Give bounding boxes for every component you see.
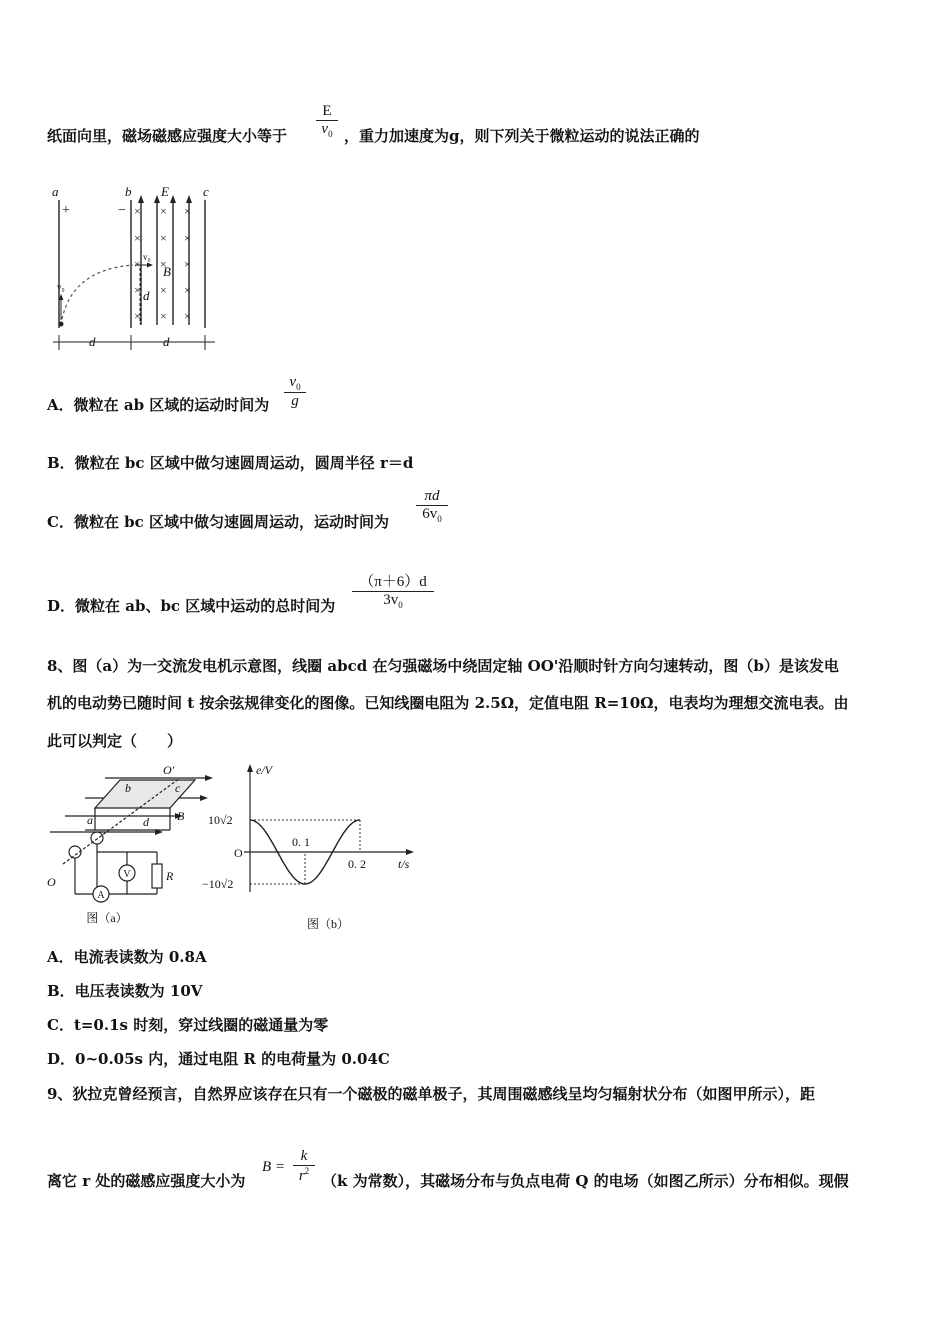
q8-line-1-text: 8、图（a）为一交流发电机示意图，线圈 abcd 在匀强磁场中绕固定轴 OO'沿顺时针方向匀速转动，图（b）是该发电 bbox=[47, 657, 839, 675]
q9-line-2a bbox=[47, 1171, 245, 1191]
frac-num-sub: 0 bbox=[296, 382, 301, 392]
frac-num: k bbox=[300, 1148, 308, 1164]
fig-a-b: b bbox=[125, 781, 131, 795]
q7-option-b bbox=[47, 453, 413, 473]
chart-xtick-1: 0. 1 bbox=[292, 835, 310, 849]
frac-den-sub: 0 bbox=[328, 129, 333, 139]
q7-option-a-fraction bbox=[284, 374, 306, 410]
fig1-label-v0b: v₀ bbox=[143, 252, 151, 262]
q8-option-b-text: B．电压表读数为 10V bbox=[47, 982, 203, 1000]
cross: × bbox=[160, 309, 167, 323]
fig-a-O-top: O′ bbox=[163, 763, 175, 777]
chart-xlabel: t/s bbox=[398, 857, 410, 871]
chart-ylabel: e/V bbox=[256, 763, 272, 777]
q7-option-c-text: C．微粒在 bc 区域中做匀速圆周运动，运动时间为 bbox=[47, 513, 390, 531]
q9-line-1 bbox=[47, 1084, 815, 1104]
fig-a-d: d bbox=[143, 815, 149, 829]
frac-den: r bbox=[298, 1168, 305, 1184]
cross: × bbox=[184, 204, 191, 218]
q8-option-c-text: C．t=0.1s 时刻，穿过线圈的磁通量为零 bbox=[47, 1016, 329, 1034]
q8-line-2 bbox=[47, 693, 849, 713]
q8-option-d-text: D．0~0.05s 内，通过电阻 R 的电荷量为 0.04C bbox=[47, 1050, 390, 1068]
q9-line-1-text: 9、狄拉克曾经预言，自然界应该存在只有一个磁极的磁单极子，其周围磁感线呈均匀辐射状分布（如图甲所示），距 bbox=[47, 1085, 815, 1103]
chart-ytick-min: −10√2 bbox=[202, 877, 234, 891]
fig1-label-d-left: d bbox=[89, 334, 96, 349]
frac-den: 6v bbox=[422, 506, 438, 522]
fig1-label-minus: − bbox=[118, 203, 126, 218]
frac-den: v bbox=[321, 121, 329, 137]
q9-line-2b bbox=[322, 1171, 849, 1191]
intro-fraction bbox=[316, 103, 338, 139]
figure-1-field-diagram bbox=[45, 180, 225, 360]
fig-a-a: a bbox=[87, 813, 93, 827]
q8-option-b bbox=[47, 981, 202, 1001]
chart-caption: 图（b） bbox=[306, 917, 350, 931]
cross: × bbox=[134, 283, 141, 297]
fig1-label-c: c bbox=[203, 184, 209, 199]
chart-origin: O bbox=[234, 846, 243, 860]
q7-option-d-fraction bbox=[352, 570, 434, 610]
cross: × bbox=[134, 204, 141, 218]
fig-a-c: c bbox=[175, 781, 181, 795]
intro-line bbox=[47, 126, 287, 146]
q9-line-2b-text: （k 为常数），其磁场分布与负点电荷 Q 的电场（如图乙所示）分布相似。现假 bbox=[322, 1172, 849, 1190]
frac-den-sup: 2 bbox=[304, 1166, 310, 1176]
q8-option-d bbox=[47, 1049, 390, 1069]
cross: × bbox=[134, 309, 141, 323]
intro-text: 纸面向里，磁场磁感应强度大小等于 bbox=[47, 127, 288, 145]
cross: × bbox=[160, 257, 167, 271]
q8-figure-a-generator bbox=[45, 760, 220, 940]
fig1-label-E: E bbox=[161, 184, 169, 199]
fig1-label-d-right: d bbox=[163, 334, 170, 349]
cross: × bbox=[184, 257, 191, 271]
frac-num: （π＋6）d bbox=[359, 574, 427, 590]
cross: × bbox=[184, 283, 191, 297]
q9-line-2a-text: 离它 r 处的磁感应强度大小为 bbox=[47, 1172, 246, 1190]
fig-a-B: B bbox=[177, 809, 185, 823]
cross: × bbox=[184, 231, 191, 245]
cross: × bbox=[160, 231, 167, 245]
fig-a-O-bottom: O bbox=[47, 875, 56, 889]
frac-num: πd bbox=[424, 488, 440, 504]
fig1-label-a: a bbox=[52, 184, 59, 199]
frac-den-sub: 0 bbox=[398, 600, 403, 610]
q8-option-a-text: A．电流表读数为 0.8A bbox=[47, 948, 207, 966]
q7-option-d-text: D．微粒在 ab、bc 区域中运动的总时间为 bbox=[47, 597, 336, 615]
q8-option-c bbox=[47, 1015, 328, 1035]
cross: × bbox=[134, 231, 141, 245]
q8-line-2-text: 机的电动势已随时间 t 按余弦规律变化的图像。已知线圈电阻为 2.5Ω，定值电阻 R=10Ω，电表均为理想交流电表。由 bbox=[47, 694, 849, 712]
cross: × bbox=[160, 283, 167, 297]
q7-option-a-text: A．微粒在 ab 区域的运动时间为 bbox=[47, 396, 270, 414]
fig-a-A: A bbox=[97, 890, 105, 901]
q8-line-3 bbox=[47, 731, 182, 751]
q7-option-b-text: B．微粒在 bc 区域中做匀速圆周运动，圆周半径 r＝d bbox=[47, 454, 414, 472]
intro-line-after bbox=[344, 126, 700, 146]
frac-den: 3v bbox=[383, 592, 399, 608]
fig-a-R: R bbox=[166, 869, 174, 883]
fig-a-V: V bbox=[123, 869, 131, 880]
chart-ytick-max: 10√2 bbox=[208, 813, 233, 827]
fig1-label-d-mid: d bbox=[143, 288, 150, 303]
q9-formula-lhs: B = bbox=[262, 1159, 286, 1175]
fig1-label-plus: + bbox=[62, 203, 70, 218]
frac-num: E bbox=[322, 103, 332, 119]
fig1-label-b: b bbox=[125, 184, 132, 199]
cross: × bbox=[184, 309, 191, 323]
q9-formula-fraction bbox=[293, 1148, 315, 1185]
q7-option-a bbox=[47, 395, 269, 415]
q8-line-1 bbox=[47, 656, 839, 676]
q8-line-3-text: 此可以判定（ ） bbox=[47, 732, 183, 750]
q8-figure-b-emf-chart bbox=[200, 760, 430, 940]
q7-option-d bbox=[47, 596, 335, 616]
q7-option-c-fraction bbox=[416, 488, 448, 524]
fig-a-caption: 图（a） bbox=[86, 911, 128, 925]
fig1-label-B: B bbox=[163, 264, 171, 279]
frac-den: g bbox=[291, 393, 299, 409]
fig1-label-v0a: v₀ bbox=[57, 282, 65, 292]
fig1-crosses bbox=[134, 204, 191, 323]
frac-num: v bbox=[289, 374, 297, 390]
chart-xtick-2: 0. 2 bbox=[348, 857, 366, 871]
cross: × bbox=[160, 204, 167, 218]
q7-option-c bbox=[47, 512, 389, 532]
frac-den-sub: 0 bbox=[437, 514, 442, 524]
intro-text-after: ，重力加速度为g，则下列关于微粒运动的说法正确的 bbox=[344, 127, 700, 145]
cross: × bbox=[134, 257, 141, 271]
q8-option-a bbox=[47, 947, 207, 967]
